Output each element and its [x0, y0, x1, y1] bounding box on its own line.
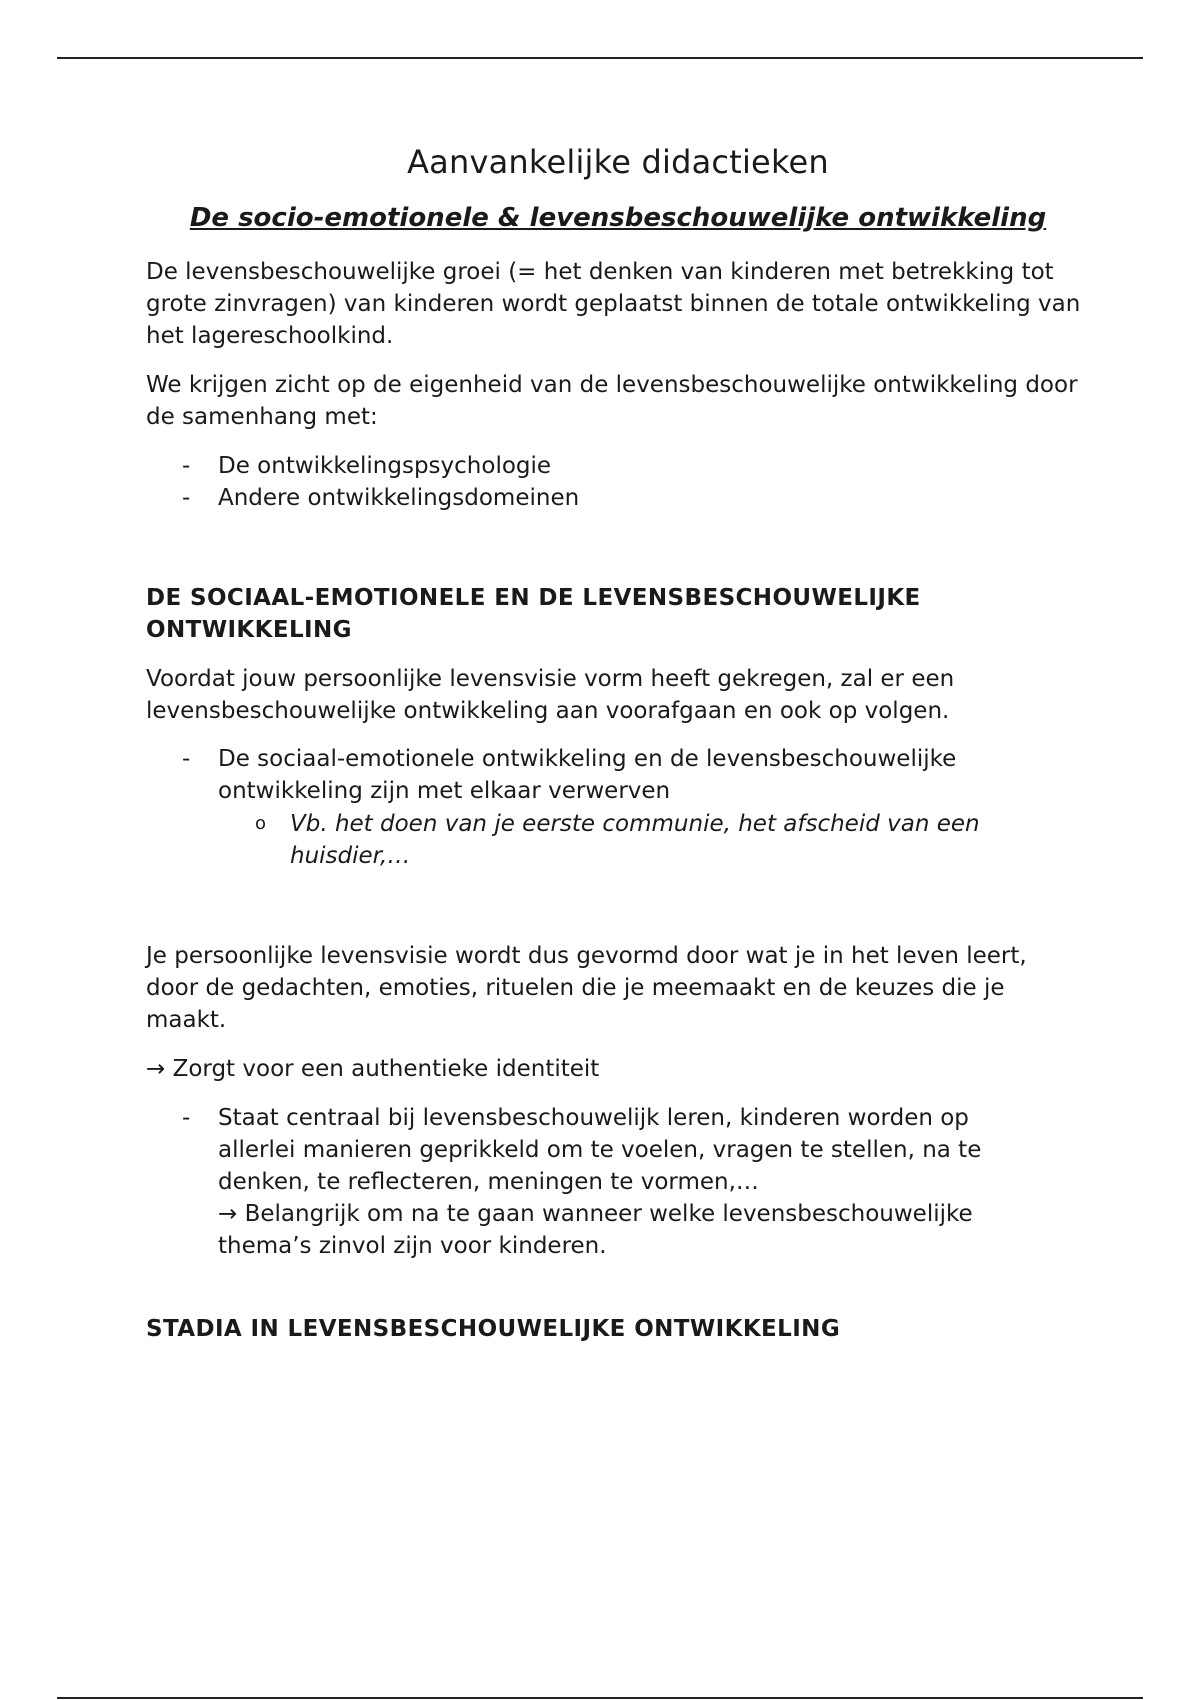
list-item-text: De ontwikkelingspsychologie	[218, 453, 552, 479]
dash-bullet: -	[182, 746, 191, 772]
section1-paragraph-1: Voordat jouw persoonlijke levensvisie vorm heeft gekregen, zal er een levensbeschouwelijke ontwikkeling aan voorafgaan en ook op volgen.	[146, 666, 955, 724]
arrow-line: → Zorgt voor een authentieke identiteit	[146, 1056, 600, 1082]
list-item-text: Andere ontwikkelingsdomeinen	[218, 485, 580, 511]
footer-rule	[57, 1697, 1143, 1699]
list-item	[146, 482, 1046, 514]
dash-bullet: -	[182, 453, 191, 479]
circle-bullet: o	[255, 813, 267, 834]
list-item	[146, 450, 1046, 482]
dash-bullet: -	[182, 1105, 191, 1131]
sub-list-item	[146, 808, 1046, 872]
section1-paragraph-2: Je persoonlijke levensvisie wordt dus gevormd door wat je in het leven leert, door de gedachten, emoties, rituelen die je meemaakt en de keuzes die je maakt.	[146, 943, 1027, 1033]
list-item	[146, 743, 1046, 807]
intro-paragraph-2: We krijgen zicht op de eigenheid van de levensbeschouwelijke ontwikkeling door de samenhang met:	[146, 372, 1078, 430]
document-subtitle: De socio-emotionele & levensbeschouwelijke ontwikkeling	[189, 203, 1047, 233]
list-item-arrow-text: → Belangrijk om na te gaan wanneer welke levensbeschouwelijke thema’s zinvol zijn voor kinderen.	[218, 1201, 973, 1259]
list-item	[146, 1102, 1046, 1262]
dash-bullet: -	[182, 485, 191, 511]
list-item-text: Staat centraal bij levensbeschouwelijk leren, kinderen worden op allerlei manieren geprikkeld om te voelen, vragen te stellen, na te denken, te reflecteren, meningen te vormen,…	[218, 1105, 982, 1195]
header-rule	[57, 57, 1143, 59]
intro-paragraph-1: De levensbeschouwelijke groei (= het denken van kinderen met betrekking tot grote zinvragen) van kinderen wordt geplaatst binnen de totale ontwikkeling van het lagereschoolkind.	[146, 259, 1081, 349]
list-item-text: De sociaal-emotionele ontwikkeling en de levensbeschouwelijke ontwikkeling zijn met elkaar verwerven	[218, 746, 957, 804]
section-heading-sociaal-emotionele: DE SOCIAAL-EMOTIONELE EN DE LEVENSBESCHOUWELIJKE ONTWIKKELING	[146, 585, 921, 643]
document-title: Aanvankelijke didactieken	[407, 143, 829, 181]
sub-list-item-text: Vb. het doen van je eerste communie, het afscheid van een huisdier,…	[290, 811, 980, 869]
section-heading-stadia: STADIA IN LEVENSBESCHOUWELIJKE ONTWIKKELING	[146, 1316, 841, 1342]
